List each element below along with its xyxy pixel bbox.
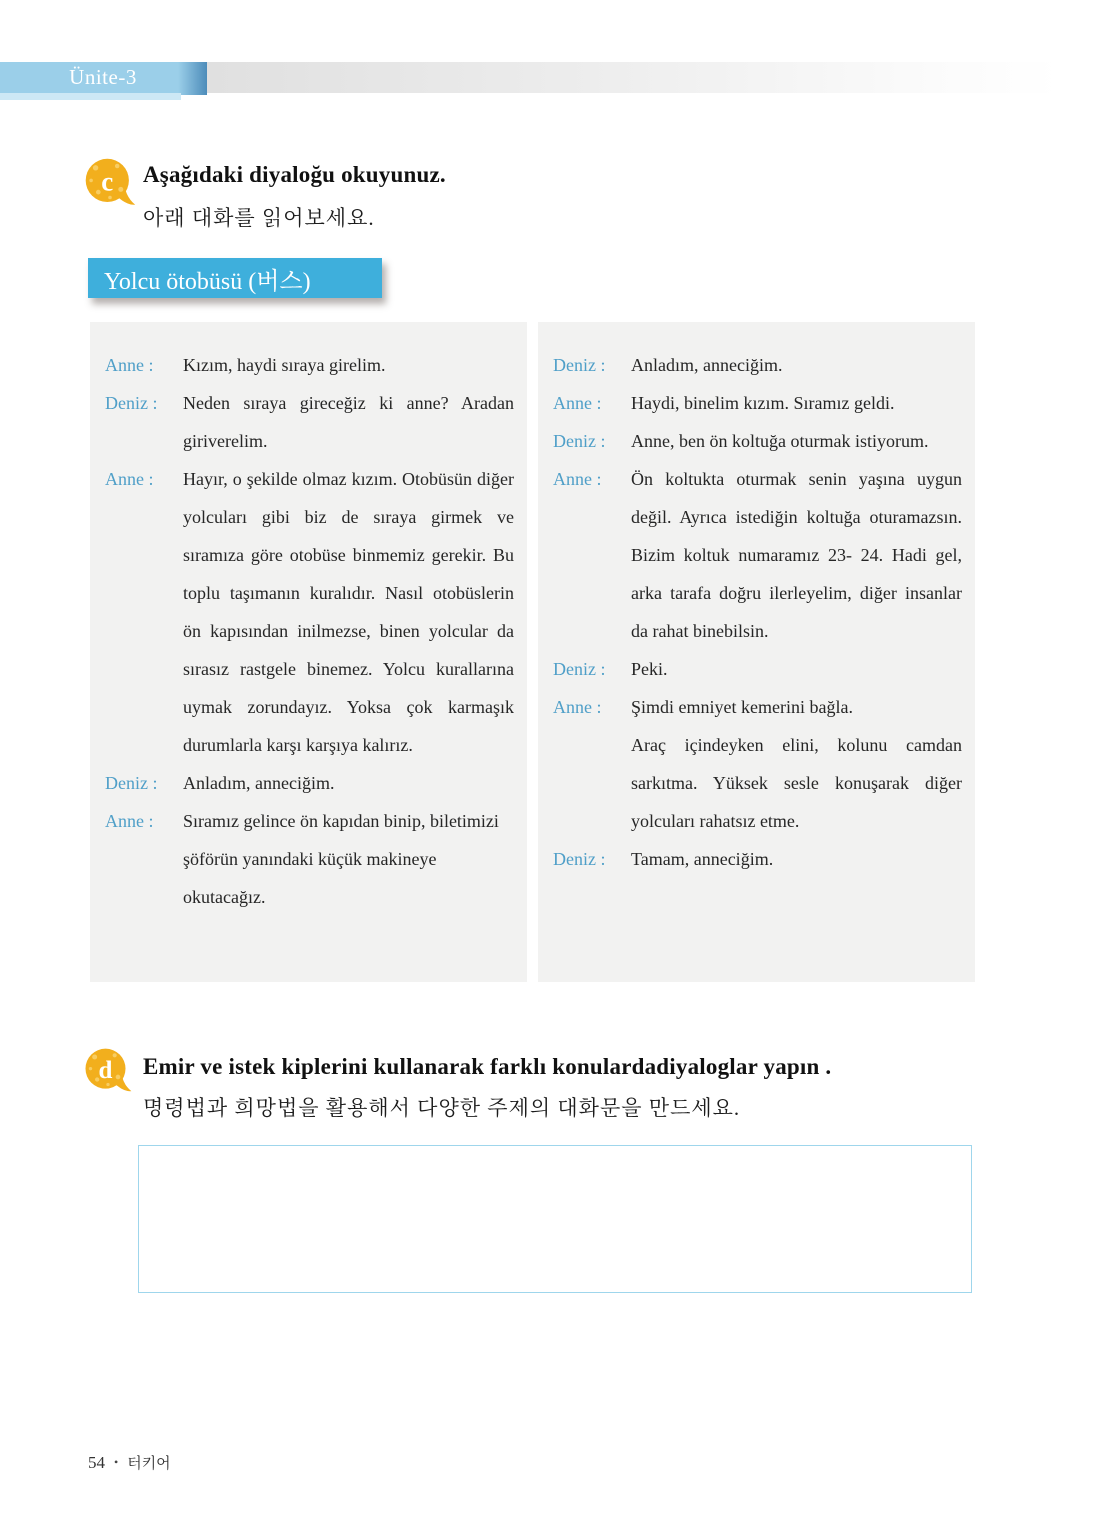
dialog-turn [105,384,514,460]
dialog-text: Hayır, o şekilde olmaz kızım. Otobüsün diğer yolcuları gibi biz de sıraya girmek ve sıramıza göre otobüse binmemiz gerekir. Bu toplu taşımanın kuralıdır. Nasıl otobüslerin ön kapısından inilmezse, binen yolcular da sırasız rastgele binemez. Yolcu kurallarına uymak zorundayız. Yoksa çok karmaşık durumlarla karşı karşıya kalırız. [183,469,514,755]
speaker-label: Anne : [105,811,154,831]
speaker-label: Deniz : [553,849,606,869]
dialog-turn [553,346,962,384]
dialog-turn [105,764,514,802]
dialog-turn [553,688,962,726]
dialog-text: Anne, ben ön koltuğa oturmak istiyorum. [631,431,929,451]
badge-letter: c [101,166,114,197]
dialog-text: Anladım, anneciğim. [183,773,335,793]
dialog-box-right [538,322,975,982]
section-c-subtitle-korean: 아래 대화를 읽어보세요. [143,206,375,230]
unit-tab [0,62,178,93]
dialog-text: Tamam, anneciğim. [631,849,774,869]
section-d-subtitle-korean: 명령법과 희망법을 활용해서 다양한 주제의 대화문을 만드세요. [143,1096,741,1120]
speaker-label: Deniz : [105,393,158,413]
section-c-badge [83,156,137,212]
speaker-label: Deniz : [105,773,158,793]
header-fade-segment [178,62,207,95]
header-gray-bar [207,62,1060,93]
badge-letter: d [98,1056,113,1084]
dialog-text: Anladım, anneciğim. [631,355,783,375]
dialog-turn [553,726,962,840]
dialog-turn [105,802,514,916]
speech-bubble-icon [83,156,137,212]
speech-bubble-icon [83,1046,133,1098]
dialog-title-strip: Yolcu ötobüsü (버스) [88,258,382,298]
dialog-text: Sıramız gelince ön kapıdan binip, biletimizi şöförün yanındaki küçük makineye okutacağız. [183,811,499,907]
page-number: 54 [88,1452,105,1472]
dialog-text: Ön koltukta oturmak senin yaşına uygun değil. Ayrıca istediğin koltuğa oturamazsın. Bizim koltuk numaramız 23- 24. Hadi gel, arka tarafa doğru ilerleyelim, diğer insanlar da rahat binebilsin. [631,469,962,641]
dialog-box-left [90,322,527,982]
page-header [0,62,1093,93]
unit-label: Ünite-3 [69,65,137,89]
speaker-label: Anne : [105,469,154,489]
speaker-label: Deniz : [553,431,606,451]
speaker-label: Anne : [553,393,602,413]
speaker-label [553,726,625,840]
section-c-title: Aşağıdaki diyaloğu okuyunuz. [143,162,446,187]
dialog-text: Kızım, haydi sıraya girelim. [183,355,386,375]
speaker-label: Anne : [553,469,602,489]
dialog-turn [553,384,962,422]
section-d-title: Emir ve istek kiplerini kullanarak farklı konulardadiyaloglar yapın . [143,1054,832,1079]
dialog-turn [105,460,514,764]
dialog-turn [105,346,514,384]
dialog-turn [553,422,962,460]
speaker-label: Anne : [553,697,602,717]
speaker-label: Deniz : [553,659,606,679]
dialog-text: Şimdi emniyet kemerini bağla. [631,697,853,717]
footer-bullet: • [114,1455,119,1469]
dialog-text: Haydi, binelim kızım. Sıramız geldi. [631,393,895,413]
header-underline-strip [0,93,181,100]
speaker-label: Deniz : [553,355,606,375]
dialog-turn [553,460,962,650]
section-d-badge [83,1046,133,1098]
dialog-text: Peki. [631,659,668,679]
dialog-turn [553,840,962,878]
dialog-turn [553,650,962,688]
speaker-label: Anne : [105,355,154,375]
dialog-text: Araç içindeyken elini, kolunu camdan sarkıtma. Yüksek sesle konuşarak diğer yolcuları rahatsız etme. [631,735,962,831]
page-footer [88,1452,171,1473]
dialog-text: Neden sıraya gireceğiz ki anne? Aradan giriverelim. [183,393,514,451]
answer-writing-box[interactable] [138,1145,972,1293]
footer-subject: 터키어 [127,1456,171,1472]
